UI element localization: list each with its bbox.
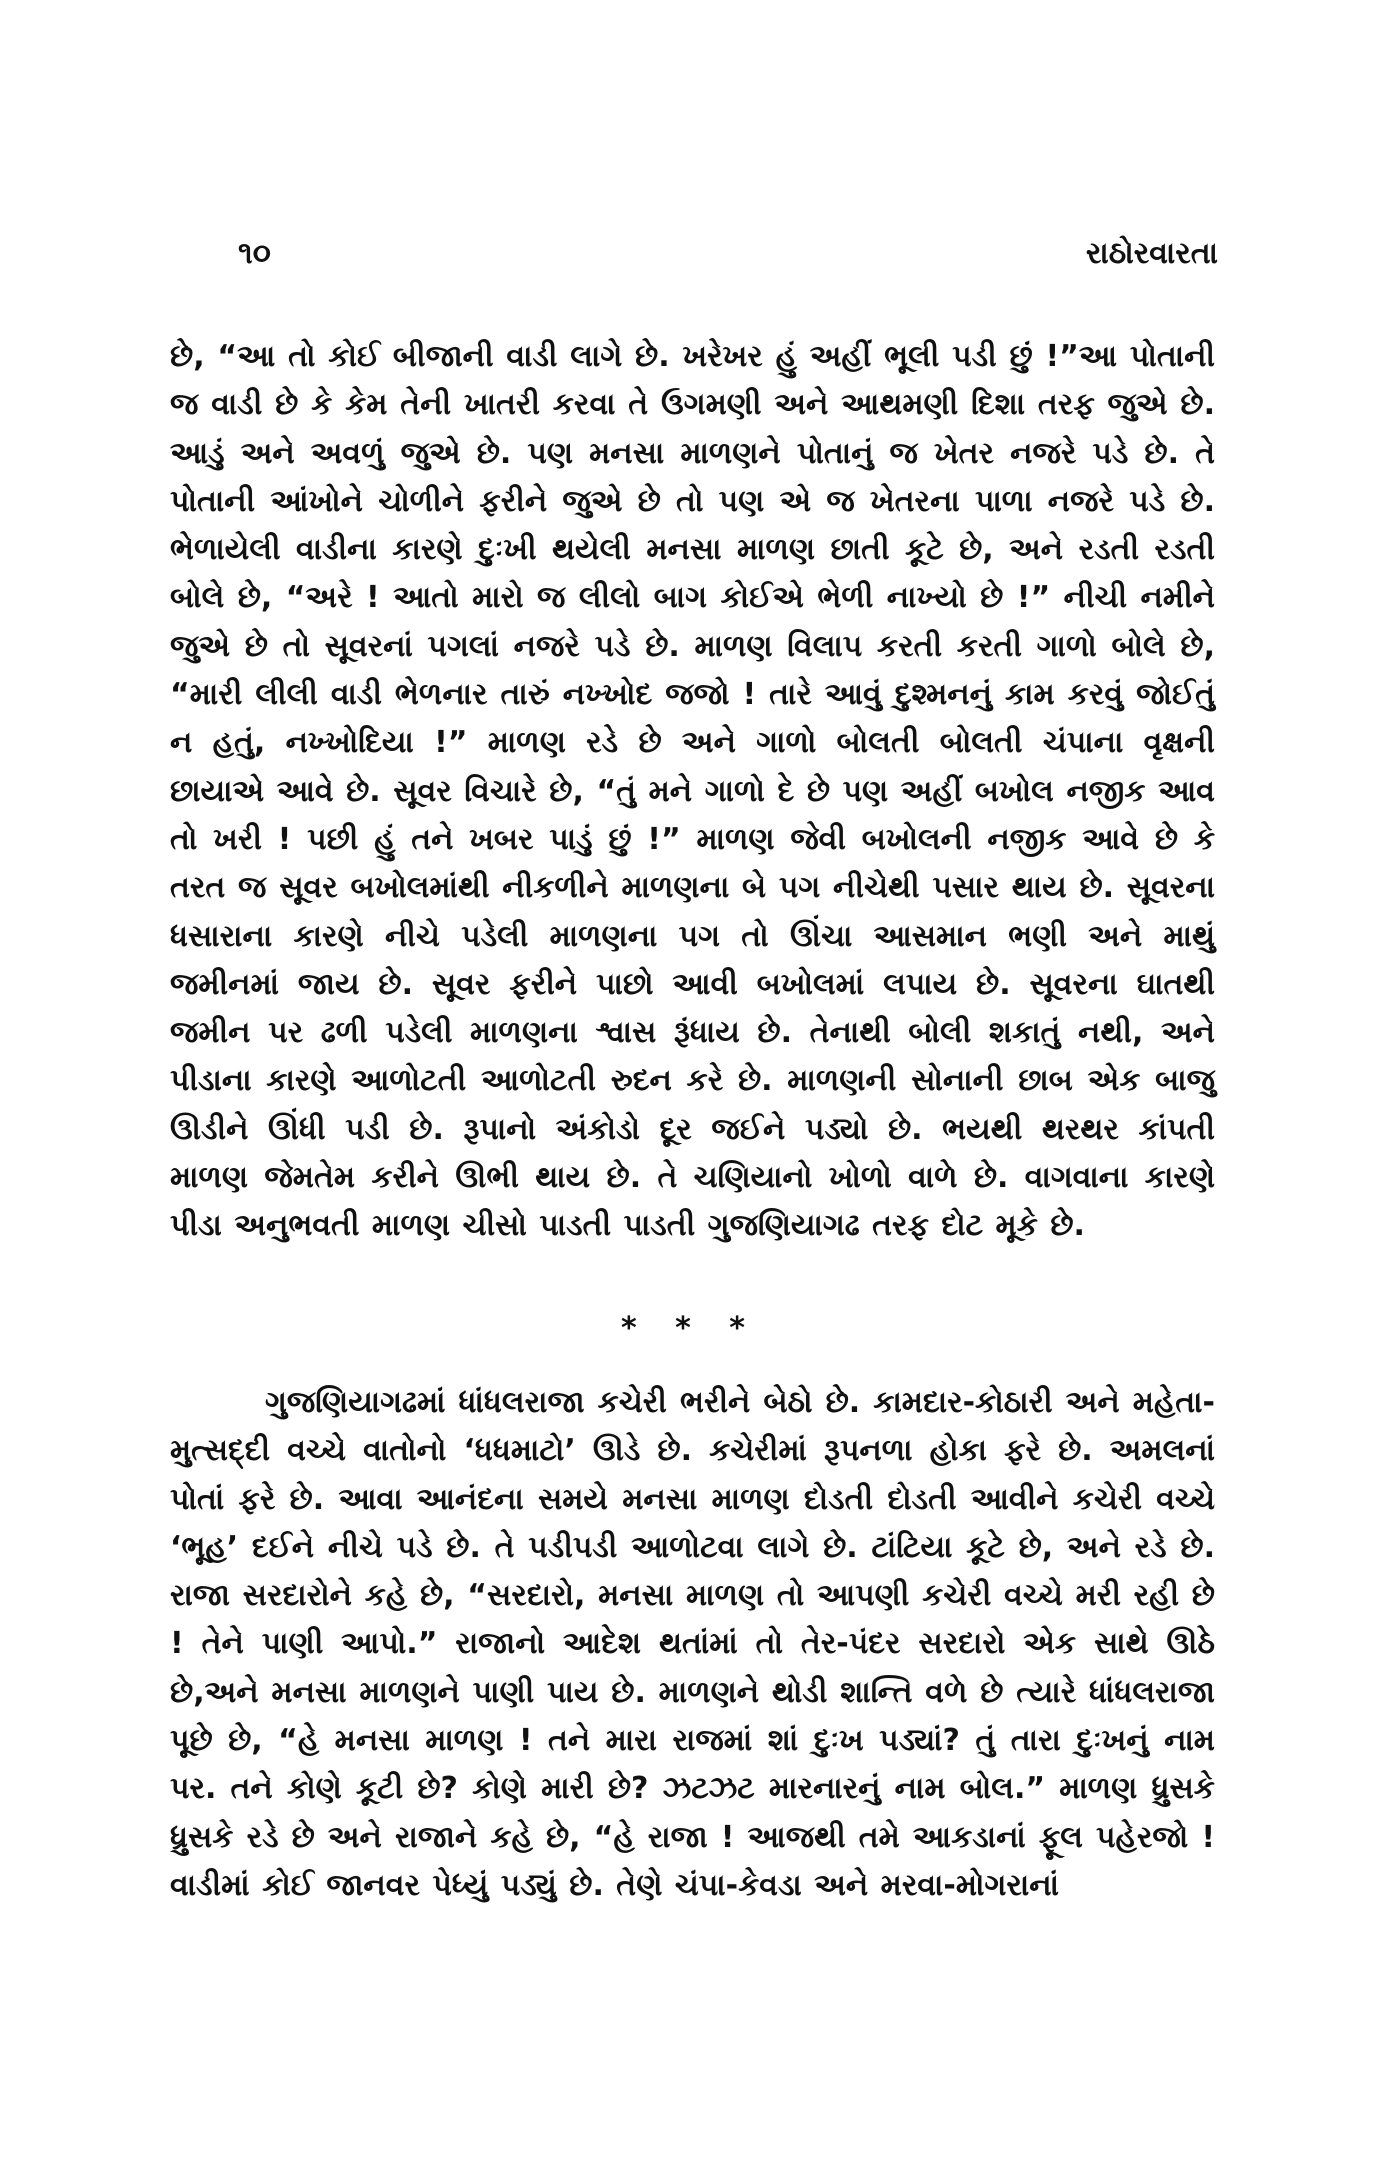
page-number: ૧૦ [238,236,271,271]
body-paragraph-1: છે, “આ તો કોઈ બીજાની વાડી લાગે છે. ખરેખર હું અહીં ભૂલી પડી છું !”આ પોતાની જ વાડી છે કે કેમ તેની ખાતરી કરવા તે ઉગમણી અને આથમણી દિશા તરફ જુએ છે. આડું અને અવળું જુએ છે. પણ મનસા માળણને પોતાનું જ ખેતર નજરે પડે છે. તે પોતાની આંખોને ચોળીને ફરીને જુએ છે તો પણ એ જ ખેતરના પાળા નજરે પડે છે. ભેળાયેલી વાડીના કારણે દુઃખી થયેલી મનસા માળણ છાતી કૂટે છે, અને રડતી રડતી બોલે છે, “અરે ! આતો મારો જ લીલો બાગ કોઈએ ભેળી નાખ્યો છે !” નીચી નમીને જુએ છે તો સૂવરનાં પગલાં નજરે પડે છે. માળણ વિલાપ કરતી કરતી ગાળો બોલે છે, “મારી લીલી વાડી ભેળનાર તારું નખ્ખોદ જજો ! તારે આવું દુશ્મનનું કામ કરવું જોઈતું ન હતું, નખ્ખોદિયા !” માળણ રડે છે અને ગાળો બોલતી બોલતી ચંપાના વૃક્ષની છાયાએ આવે છે. સૂવર વિચારે છે, “તું મને ગાળો દે છે પણ અહીં બખોલ નજીક આવ તો ખરી ! પછી હું તને ખબર પાડું છું !” માળણ જેવી બખોલની નજીક આવે છે કે તરત જ સૂવર બખોલમાંથી નીકળીને માળણના બે પગ નીચેથી પસાર થાય છે. સૂવરના ધસારાના કારણે નીચે પડેલી માળણના પગ તો ઊંચા આસમાન ભણી અને માથું જમીનમાં જાય છે. સૂવર ફરીને પાછો આવી બખોલમાં લપાય છે. સૂવરના ઘાતથી જમીન પર ઢળી પડેલી માળણના શ્વાસ રૂંધાય છે. તેનાથી બોલી શકાતું નથી, અને પીડાના કારણે આળોટતી આળોટતી રુદન કરે છે. માળણની સોનાની છાબ એક બાજુ ઊડીને ઊંધી પડી છે. રૂપાનો અંકોડો દૂર જઈને પડ્યો છે. ભયથી થરથર કાંપતી માળણ જેમતેમ કરીને ઊભી થાય છે. તે ચણિયાનો ખોળો વાળે છે. વાગવાના કારણે પીડા અનુભવતી માળણ ચીસો પાડતી પાડતી ગુજણિયાગઢ તરફ દોટ મૂકે છે. [170,339,1215,1244]
body-paragraph-2: ગુજણિયાગઢમાં ધાંધલરાજા કચેરી ભરીને બેઠો છે. કામદાર-કોઠારી અને મહેતા-મુત્સદ્દી વચ્ચે વાતોનો ‘ધધમાટો’ ઊડે છે. કચેરીમાં રૂપનળા હોકા ફરે છે. અમલનાં પોતાં ફરે છે. આવા આનંદના સમયે મનસા માળણ દોડતી દોડતી આવીને કચેરી વચ્ચે ‘ભૂહ’ દઈને નીચે પડે છે. તે પડીપડી આળોટવા લાગે છે. ટાંટિયા કૂટે છે, અને રડે છે. રાજા સરદારોને કહે છે, “સરદારો, મનસા માળણ તો આપણી કચેરી વચ્ચે મરી રહી છે ! તેને પાણી આપો.” રાજાનો આદેશ થતાંમાં તો તેર-પંદર સરદારો એક સાથે ઊઠે છે,અને મનસા માળણને પાણી પાય છે. માળણને થોડી શાન્તિ વળે છે ત્યારે ધાંધલરાજા પૂછે છે, “હે મનસા માળણ ! તને મારા રાજમાં શાં દુઃખ પડ્યાં? તું તારા દુઃખનું નામ પર. તને કોણે કૂટી છે? કોણે મારી છે? ઝટઝટ મારનારનું નામ બોલ.” માળણ ધ્રુસકે ધ્રુસકે રડે છે અને રાજાને કહે છે, “હે રાજા ! આજથી તમે આકડાનાં ફૂલ પહેરજો ! વાડીમાં કોઈ જાનવર પેધ્યું પડ્યું છે. તેણે ચંપા-કેવડા અને મરવા-મોગરાનાં [170,1385,1215,1903]
page-header [238,236,1218,280]
section-separator: * * * [621,1311,759,1346]
running-title: રાઠોરવારતા [1085,236,1218,271]
